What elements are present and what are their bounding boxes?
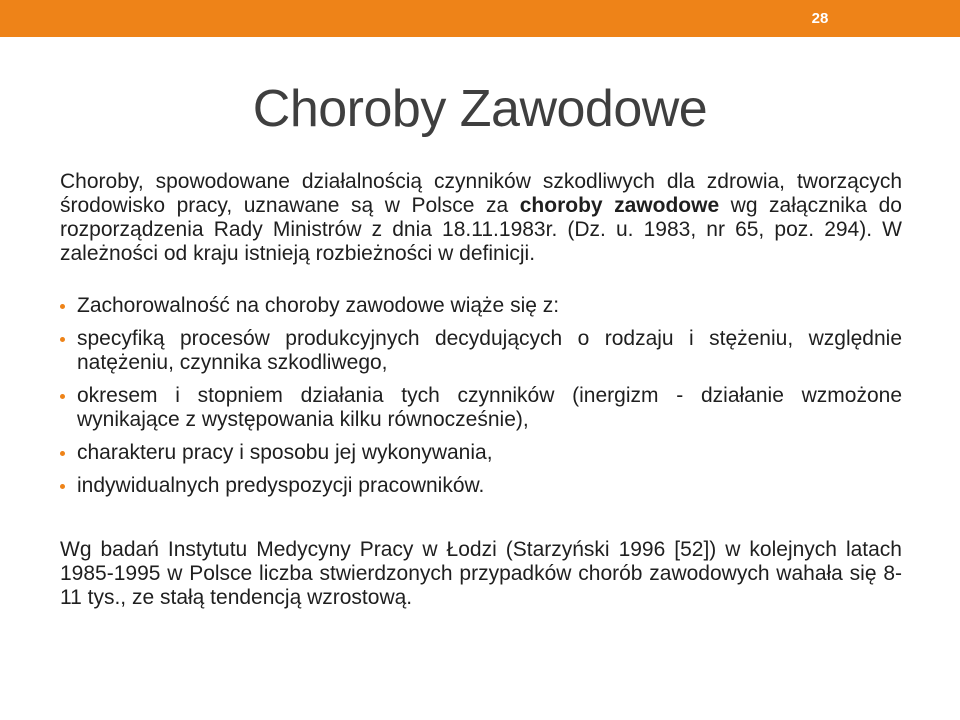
bullet-text: okresem i stopniem działania tych czynników (inergizm - działanie wzmożone wynikające z występowania kilku równocześnie), (77, 384, 902, 431)
bullet-item (60, 474, 902, 498)
page-number: 28 (811, 10, 829, 27)
bullet-item (60, 441, 902, 465)
bullet-dot-icon (60, 337, 65, 342)
closing-paragraph: Wg badań Instytutu Medycyny Pracy w Łodzi (Starzyński 1996 [52]) w kolejnych latach 1985-1995 w Polsce liczba stwierdzonych przypadków chorób zawodowych wahała się 8-11 tys., ze stałą tendencją wzrostową. (60, 538, 902, 609)
bullet-dot-icon (60, 451, 65, 456)
slide-title: Choroby Zawodowe (252, 80, 708, 138)
bullet-item (60, 384, 902, 432)
intro-text-end: wg załącznika do rozporządzenia Rady Ministrów z dnia 18.11.1983r. (Dz. u. 1983, nr 65, poz. 294). W zależności od kraju istnieją rozbieżności w definicji. (60, 194, 902, 265)
bullet-dot-icon (60, 394, 65, 399)
bullet-text: indywidualnych predyspozycji pracowników. (77, 474, 485, 497)
header-bar (0, 0, 960, 37)
bullet-dot-icon (60, 304, 65, 309)
intro-text-start: Choroby, spowodowane działalnością czynników szkodliwych dla zdrowia, tworzących środowisko pracy, uznawane są w Polsce za (60, 170, 902, 217)
bullet-item (60, 294, 902, 318)
bullet-dot-icon (60, 484, 65, 489)
bullet-text: charakteru pracy i sposobu jej wykonywania, (77, 441, 493, 464)
intro-bold-term: choroby zawodowe (519, 194, 720, 217)
bullet-text: specyfiką procesów produkcyjnych decydujących o rodzaju i stężeniu, względnie natężeniu, czynnika szkodliwego, (77, 327, 902, 374)
slide-content (60, 170, 902, 610)
bullet-text: Zachorowalność na choroby zawodowe wiąże się z: (77, 294, 560, 317)
intro-paragraph (60, 170, 902, 266)
bullet-list (60, 294, 902, 498)
bullet-item (60, 327, 902, 375)
